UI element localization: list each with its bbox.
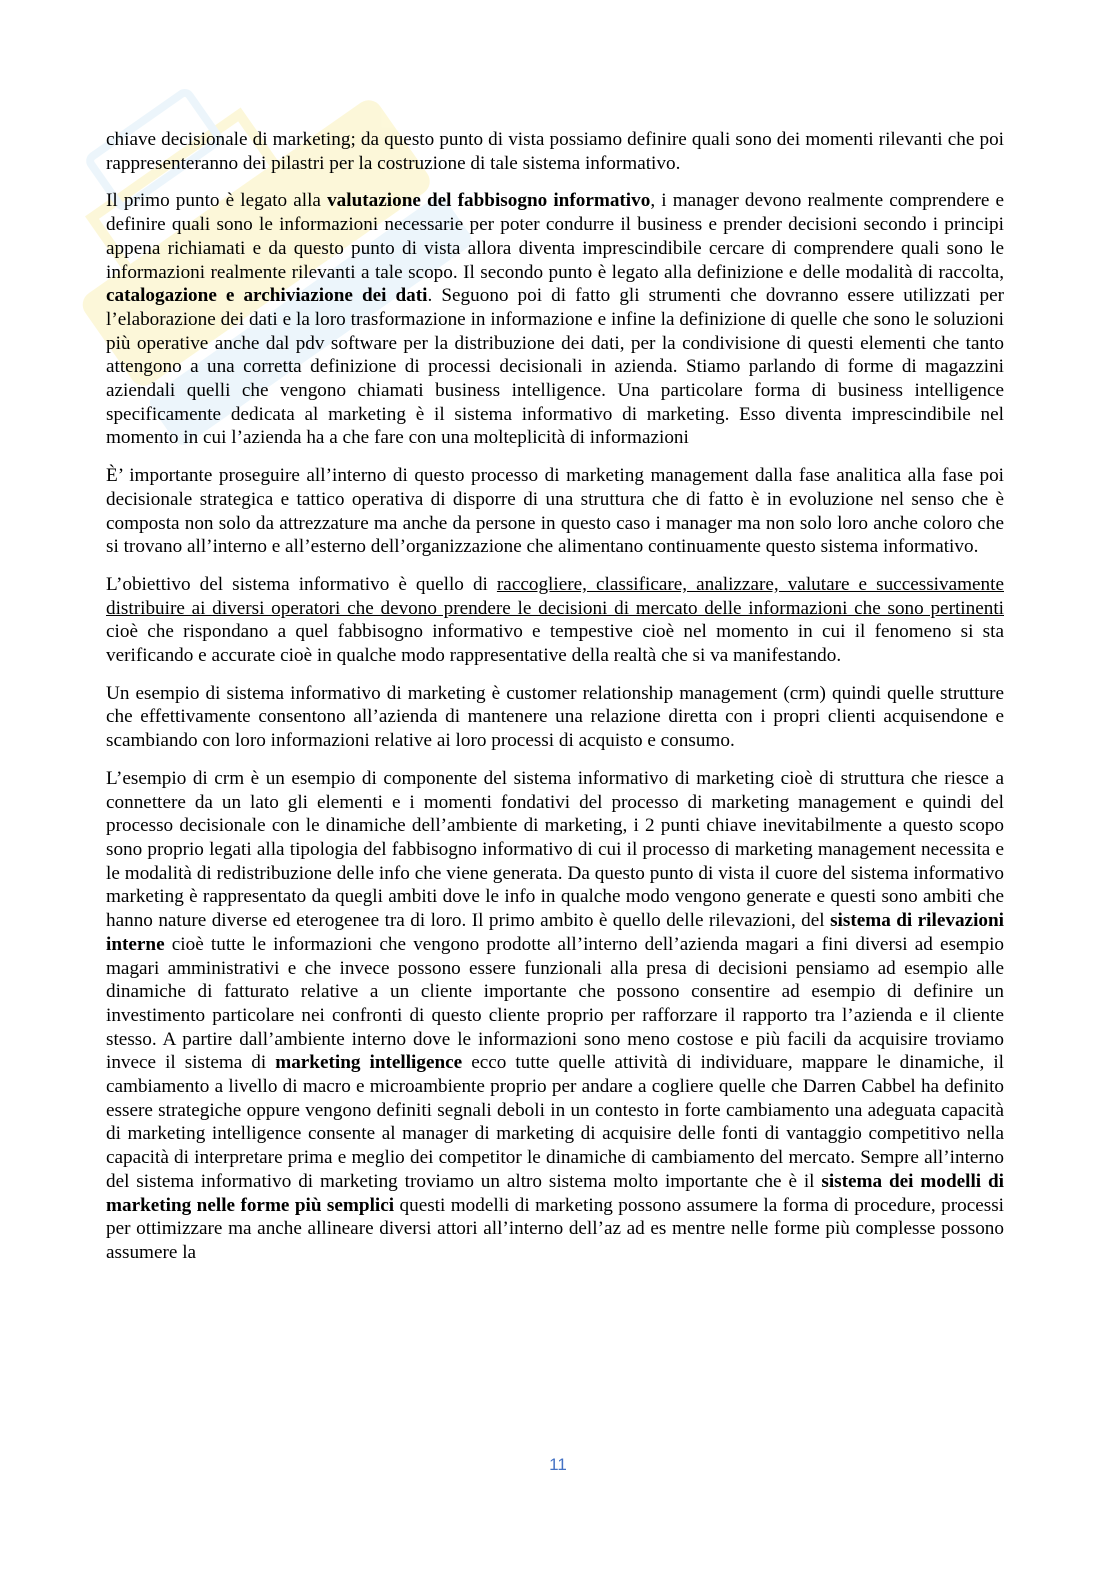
text-run: . Seguono poi di fatto gli strumenti che dovranno essere utilizzati per l’elaborazione dei dati e la loro trasformazione in informazione e infine la definizione di quelle che sono le soluzioni più operative anche dal pdv software per la distribuzione dei dati, per la condivisione di questi elementi che tanto attengono a una corretta definizione di processi decisionali in azienda. Stiamo parlando di forme di magazzini aziendali quelli che vengono chiamati business intelligence. Una particolare forma di business intelligence specificamente dedicata al marketing è il sistema informativo di marketing. Esso diventa imprescindibile nel momento in cui l’azienda ha a che fare con una molteplicità di informazioni <box>106 285 1004 449</box>
text-run: Un esempio di sistema informativo di marketing è customer relationship management (crm) quindi quelle strutture che effettivamente consentono all’azienda di mantenere una relazione diretta con i propri clienti acquisendone e scambiando con loro informazioni relative ai loro processi di acquisto e consumo. <box>106 682 1004 752</box>
paragraph <box>106 128 1004 175</box>
paragraph <box>106 767 1004 1265</box>
text-run: cioè che rispondano a quel fabbisogno informativo e tempestive cioè nel momento in cui il fenomeno si sta verificando e accurate cioè in qualche modo rappresentative della realtà che si va manifestando. <box>106 621 1004 667</box>
text-run: L’esempio di crm è un esempio di componente del sistema informativo di marketing cioè di struttura che riesce a connettere da un lato gli elementi e i momenti fondativi del processo di marketing management e quindi del processo decisionale con le dinamiche dell’ambiente di marketing, i 2 punti chiave inevitabilmente a questo scopo sono proprio legati alla tipologia del fabbisogno informativo di cui il processo di marketing management necessita e le modalità di redistribuzione delle info che viene generata. Da questo punto di vista il cuore del sistema informativo marketing è rappresentato da quegli ambiti dove le info in qualche modo vengono generate e questi sono ambiti che hanno nature diverse ed eterogenee tra di loro. Il primo ambito è quello delle rilevazioni, del <box>106 767 1004 932</box>
bold-text: valutazione del fabbisogno informativo <box>327 190 651 212</box>
text-run: chiave decisionale di marketing; da questo punto di vista possiamo definire quali sono dei momenti rilevanti che poi rappresenteranno dei pilastri per la costruzione di tale sistema informativo. <box>106 129 1004 174</box>
text-run: ecco tutte quelle attività di individuare, mappare le dinamiche, il cambiamento a livello di macro e microambiente proprio per andare a cogliere quelle che Darren Cabbel ha definito essere strategiche oppure vengono definiti segnali deboli in un contesto in forte cambiamento una adeguata capacità di marketing intelligence consente al manager di marketing di acquisire delle fonti di vantaggio competitivo nella capacità di interpretare prima e meglio dei competitor le dinamiche di cambiamento del mercato. Sempre all’interno del sistema informativo di marketing troviamo un altro sistema molto importante che è il <box>106 1052 1004 1192</box>
paragraph <box>106 464 1004 559</box>
bold-text: marketing intelligence <box>275 1052 463 1074</box>
text-run: È’ importante proseguire all’interno di questo processo di marketing management dalla fase analitica alla fase poi decisionale strategica e tattico operativa di disporre di una struttura che di fatto è in evoluzione nel senso che è composta non solo da attrezzature ma anche da persone in questo caso i manager ma non solo loro anche coloro che si trovano all’interno e all’esterno dell’organizzazione che alimentano continuamente questo sistema informativo. <box>106 465 1004 558</box>
text-run: questi modelli di marketing possono assumere la forma di procedure, processi per ottimizzare ma anche allineare diversi attori all’interno dell’az ad es mentre nelle forme più complesse possono assumere la <box>106 1194 1004 1263</box>
document-body <box>106 128 1004 1279</box>
text-run: cioè tutte le informazioni che vengono prodotte all’interno dell’azienda magari a fini diversi ad esempio magari amministrativi e che invece possono essere funzionali alla presa di decisioni pensiamo ad esempio alle dinamiche di fatturato relative a un cliente importante che possono consentire ad esempio di definire un investimento particolare nei confronti di questo cliente proprio per rafforzare il rapporto tra l’azienda e il cliente stesso. A partire dall’ambiente interno dove le informazioni sono meno costose e più facili da acquisire troviamo invece il sistema di <box>106 933 1004 1074</box>
paragraph <box>106 573 1004 668</box>
underlined-text: raccogliere, classificare, analizzare, valutare e successivamente distribuire ai diversi operatori che devono prendere le decisioni di mercato delle informazioni che sono pertinenti <box>106 573 1004 619</box>
paragraph <box>106 682 1004 753</box>
bold-text: sistema dei modelli di marketing nelle forme più semplici <box>106 1170 1004 1216</box>
page-number: 11 <box>549 1455 567 1474</box>
bold-text: catalogazione e archiviazione dei dati <box>106 285 428 307</box>
paragraph <box>106 189 1004 450</box>
text-run: Il primo punto è legato alla <box>106 190 328 212</box>
text-run: L’obiettivo del sistema informativo è quello di <box>106 573 497 595</box>
text-run: , i manager devono realmente comprendere e definire quali sono le informazioni necessarie per poter condurre il business e prender decisioni secondo i principi appena richiamati e da questo punto di vista allora diventa imprescindibile cercare di comprendere quali sono le informazioni realmente rilevanti a tale scopo. Il secondo punto è legato alla definizione e delle modalità di raccolta, <box>106 190 1004 283</box>
bold-text: sistema di rilevazioni interne <box>106 910 1004 955</box>
